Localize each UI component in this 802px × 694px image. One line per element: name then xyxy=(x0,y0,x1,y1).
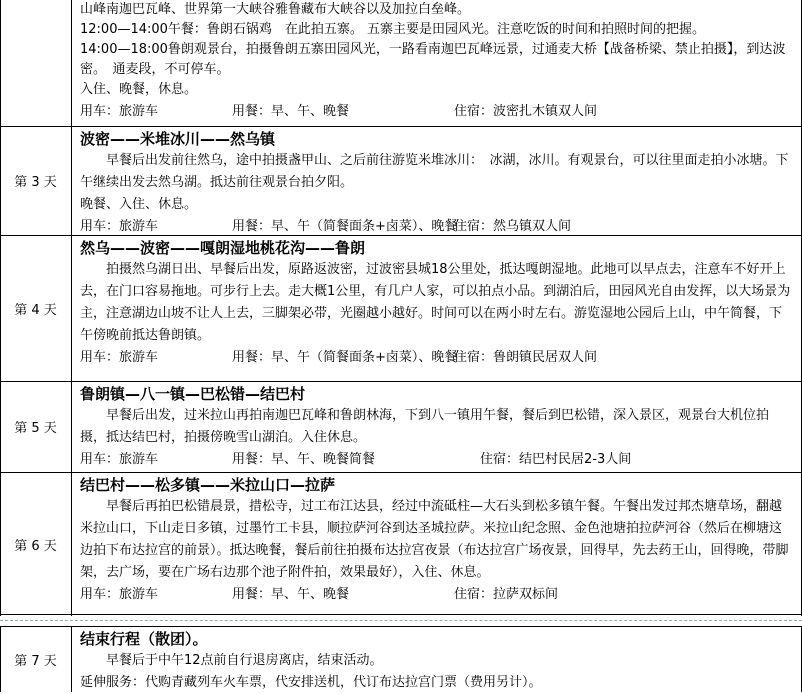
day-extra: 晚餐、入住、休息。 xyxy=(80,197,198,212)
meta-line xyxy=(80,449,794,471)
itinerary-row-day3 xyxy=(0,126,802,235)
day-cell-empty xyxy=(0,0,71,126)
stay-info: 住宿：拉萨双标间 xyxy=(454,587,559,602)
meta-line xyxy=(80,102,794,122)
itinerary-row-day7 xyxy=(0,626,802,692)
day-label: 第 5 天 xyxy=(14,421,57,436)
row-divider xyxy=(0,472,802,473)
day-label: 第 4 天 xyxy=(14,302,57,318)
vehicle-info: 用车：旅游车 xyxy=(80,104,159,119)
vehicle-info: 用车：旅游车 xyxy=(80,219,159,234)
vehicle-info: 用车：旅游车 xyxy=(80,452,159,467)
meal-info: 用餐：早、午（简餐面条+卤菜）、晚餐 xyxy=(232,219,458,234)
day-content xyxy=(72,381,802,472)
meta-line xyxy=(80,347,794,369)
page-break-dashed-line xyxy=(0,620,802,622)
day-label: 第 6 天 xyxy=(14,538,57,554)
stay-info: 住宿：鲁朗镇民居双人间 xyxy=(454,350,598,365)
itinerary-row-continued xyxy=(0,0,802,126)
day-content xyxy=(72,626,802,692)
day-description: 早餐后出发，过米拉山再拍南迦巴瓦峰和鲁朗林海，下到八一镇用午餐，餐后到巴松错，深入景区，观景台大机位拍摄，抵达结巴村，拍摄傍晚雪山湖泊。入住休息。 xyxy=(80,408,770,445)
vehicle-info: 用车：旅游车 xyxy=(80,350,159,365)
row-divider xyxy=(0,626,802,627)
row-divider xyxy=(0,614,802,615)
row-divider xyxy=(0,126,802,127)
day-extra: 延伸服务：代购青藏列车火车票，代安排送机，代订布达拉宫门票（费用另计）。 xyxy=(80,675,542,690)
table-border-left xyxy=(0,626,1,692)
meal-info: 用餐：早、午（简餐面条+卤菜）、晚餐 xyxy=(232,350,458,365)
itinerary-row-day6 xyxy=(0,472,802,616)
stay-info: 住宿：然乌镇双人间 xyxy=(454,219,572,234)
day-description: 早餐后再拍巴松错晨景，措松寺，过工布江达县，经过中流砥柱—大石头到松多镇午餐。午餐出发过邦杰塘草场，翻越米拉山口，下山走日多镇，过墨竹工卡县，顺拉萨河谷到达圣城拉萨。米拉山纪念照、金色池塘拍拉萨河谷（然后在柳塘这边拍下布达拉宫的前景）。抵达晚餐，餐后前往拍摄布达拉宫夜景（布达拉宫广场夜景，回得早，先去药王山，回得晚，带脚架，去广场，要在广场右边那个池子附件拍，效果最好），入住、休息。 xyxy=(80,499,789,580)
content-line: 山峰南迦巴瓦峰、世界第一大峡谷雅鲁藏布大峡谷以及加拉白垒峰。 xyxy=(80,2,471,17)
meal-info: 用餐：早、午、晚餐简餐 xyxy=(232,452,376,467)
itinerary-row-day4 xyxy=(0,235,802,381)
day-content xyxy=(72,235,802,381)
day-content xyxy=(72,472,802,616)
meta-line xyxy=(80,584,794,606)
table-column-divider xyxy=(71,0,72,616)
day-title: 结巴村——松多镇——米拉山口—拉萨 xyxy=(80,476,336,494)
meal-info: 用餐：早、午、晚餐 xyxy=(232,104,350,119)
day-description: 拍摄然乌湖日出、早餐后出发，原路返波密，过波密县城18公里处，抵达嘎朗湿地。此地可以早点去，注意车不好开上去，在门口容易拖地。可步行上去。走大概1公里，有几户人家，可以拍点小品。到湖泊后，田园风光自由发挥，以大场景为主，注意湖边山坡不让人上去，三脚架必带，光圈越小越好。时间可以在两小时左右。游览湿地公园后上山，中午简餐，下午傍晚前抵达鲁朗镇。 xyxy=(80,262,791,343)
day-title: 然乌——波密——嘎朗湿地桃花沟——鲁朗 xyxy=(80,239,366,257)
itinerary-row-day5 xyxy=(0,381,802,472)
stay-info: 住宿：结巴村民居2-3人间 xyxy=(480,452,632,467)
day-title: 鲁朗镇—八一镇—巴松错—结巴村 xyxy=(80,385,306,403)
vehicle-info: 用车：旅游车 xyxy=(80,587,159,602)
stay-info: 住宿：波密扎木镇双人间 xyxy=(454,104,598,119)
day-content xyxy=(72,0,802,126)
day-title: 波密——米堆冰川——然乌镇 xyxy=(80,130,276,148)
day-description: 早餐后于中午12点前自行退房离店，结束活动。 xyxy=(106,653,383,668)
content-line: 14:00—18:00鲁朗观景台，拍摄鲁朗五寨田园风光，一路看南迦巴瓦峰远景，过通麦大桥【战备桥梁、禁止拍摄】，到达波密。 通麦段，不可停车。 xyxy=(80,42,786,77)
day-content xyxy=(72,126,802,235)
day-label: 第 3 天 xyxy=(14,175,57,190)
table-border-left xyxy=(0,0,1,616)
day-title: 结束行程（散团）。 xyxy=(80,630,208,648)
content-line: 12:00—14:00午餐：鲁朗石锅鸡 在此拍五寨。 五寨主要是田园风光。注意吃饭的时间和拍照时间的把握。 xyxy=(80,22,706,37)
day-label: 第 7 天 xyxy=(14,653,57,669)
row-divider xyxy=(0,235,802,236)
day-description: 早餐后出发前往然乌，途中拍摄盏甲山、之后前往游览米堆冰川： 冰湖，冰川。有观景台，可以往里面走拍小冰塘。下午继续出发去然乌湖。抵达前往观景台拍夕阳。 xyxy=(80,153,789,190)
meal-info: 用餐：早、午、晚餐 xyxy=(232,587,350,602)
content-line: 入住、晚餐，休息。 xyxy=(80,82,198,97)
table-column-divider xyxy=(71,626,72,692)
row-divider xyxy=(0,381,802,382)
